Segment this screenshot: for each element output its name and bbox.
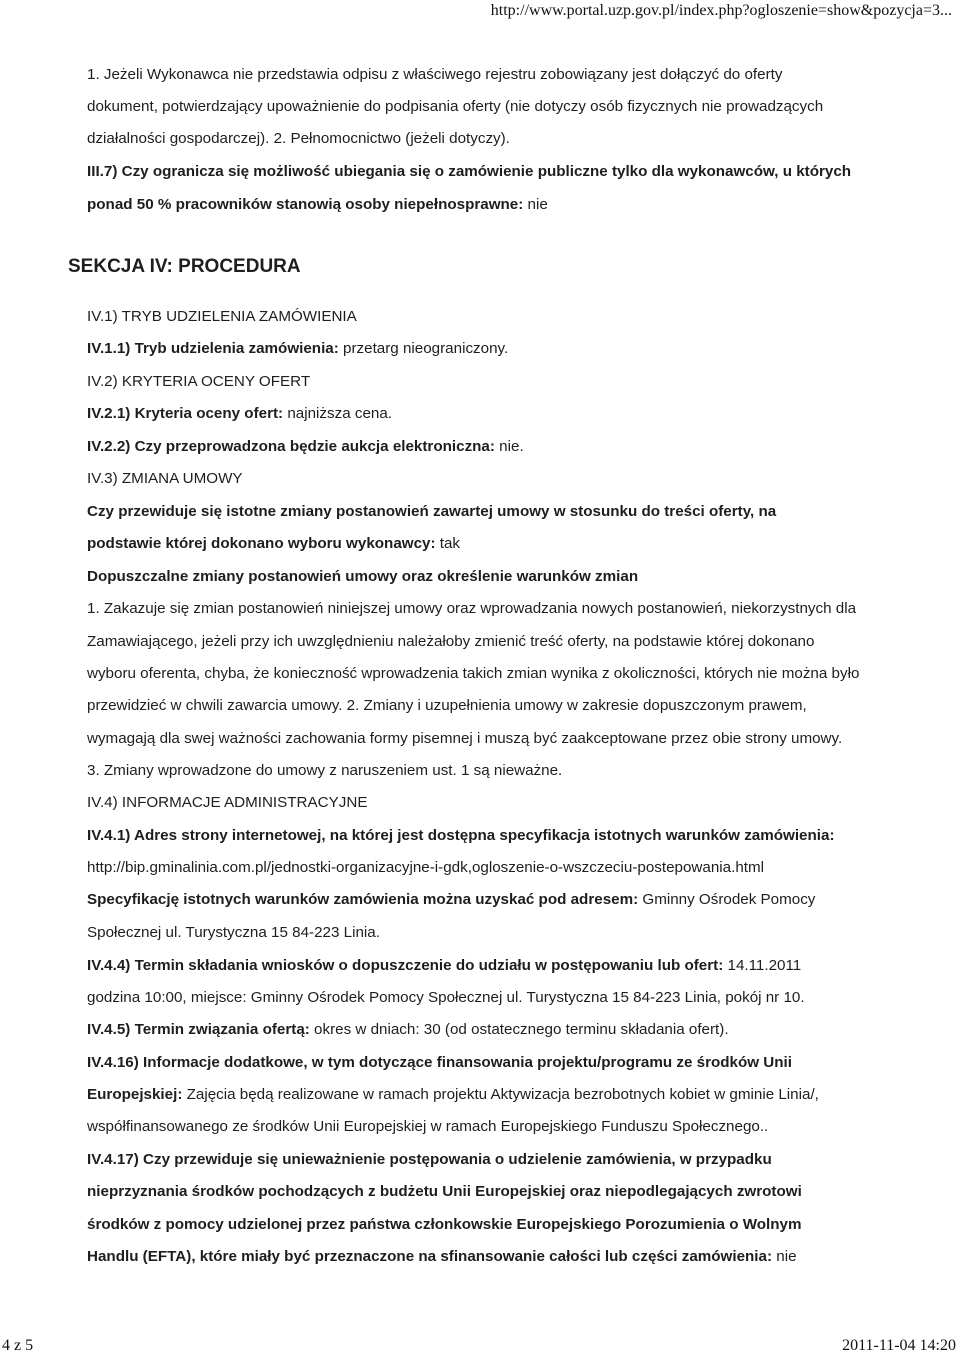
- iv4-16-line-3: współfinansowanego ze środków Unii Europejskiej w ramach Europejskiego Funduszu Społecznego..: [87, 1118, 769, 1135]
- iv4-5-line: [87, 1021, 729, 1039]
- page-number: 4 z 5: [2, 1337, 34, 1354]
- iv3-para-line-2: Zamawiającego, jeżeli przy ich uwzględnieniu należałoby zmienić treść oferty, na podstawie której dokonano: [87, 633, 815, 650]
- iv3-question-line-2: [87, 535, 460, 553]
- iv2-1-line: [87, 405, 392, 423]
- iv2-1-label: IV.2.1) Kryteria oceny ofert:: [87, 405, 284, 422]
- iv4-4-line-1: [87, 957, 801, 975]
- iv1-1-line: [87, 340, 508, 358]
- print-datetime: 2011-11-04 14:20: [842, 1337, 956, 1354]
- iv3-question-label: podstawie której dokonano wyboru wykonawcy:: [87, 535, 436, 552]
- iv4-17-line-2: nieprzyznania środków pochodzących z budżetu Unii Europejskiej oraz niepodlegających zwrotowi: [87, 1183, 802, 1200]
- iv3-para-line-5: wymagają dla swej ważności zachowania formy pisemnej i muszą być zaakceptowane przez obie strony umowy.: [87, 730, 843, 747]
- iv4-16-line-1: IV.4.16) Informacje dodatkowe, w tym dotyczące finansowania projektu/programu ze środków Unii: [87, 1054, 792, 1071]
- iv4-17-line-4: [87, 1248, 797, 1266]
- iv3-para-line-3: wyboru oferenta, chyba, że konieczność wprowadzenia takich zmian wynika z okoliczności, których nie można było: [87, 665, 860, 682]
- iv3-question-line-1: Czy przewiduje się istotne zmiany postanowień zawartej umowy w stosunku do treści oferty, na: [87, 503, 777, 520]
- iv1-heading: IV.1) TRYB UDZIELENIA ZAMÓWIENIA: [87, 308, 357, 325]
- iv4-4-value: 14.11.2011: [723, 957, 802, 974]
- intro-line-2: dokument, potwierdzający upoważnienie do podpisania oferty (nie dotyczy osób fizycznych nie prowadzących: [87, 98, 824, 115]
- iii7-label: ponad 50 % pracowników stanowią osoby niepełnosprawne:: [87, 196, 524, 213]
- iv4-17-line-1: IV.4.17) Czy przewiduje się unieważnienie postępowania o udzielenie zamówienia, w przypadku: [87, 1151, 772, 1168]
- iv3-subheading: Dopuszczalne zmiany postanowień umowy oraz określenie warunków zmian: [87, 568, 639, 585]
- iv2-2-label: IV.2.2) Czy przeprowadzona będzie aukcja elektroniczna:: [87, 438, 495, 455]
- spec-label: Specyfikację istotnych warunków zamówienia można uzyskać pod adresem:: [87, 891, 639, 908]
- iv4-16-value: Zajęcia będą realizowane w ramach projektu Aktywizacja bezrobotnych kobiet w gminie Linia/,: [182, 1086, 819, 1103]
- iv4-4-label: IV.4.4) Termin składania wniosków o dopuszczenie do udziału w postępowaniu lub ofert:: [87, 957, 724, 974]
- iv4-1-label: IV.4.1) Adres strony internetowej, na której jest dostępna specyfikacja istotnych warunków zamówienia:: [87, 827, 835, 844]
- iv4-1-url: http://bip.gminalinia.com.pl/jednostki-organizacyjne-i-gdk,ogloszenie-o-wszczeciu-postepowania.html: [87, 859, 765, 876]
- iii7-value: nie: [523, 196, 548, 213]
- iv3-question-value: tak: [435, 535, 461, 552]
- iv4-16-line-2: [87, 1086, 819, 1104]
- iv1-1-value: przetarg nieograniczony.: [338, 340, 509, 357]
- iv3-para-line-6: 3. Zmiany wprowadzone do umowy z naruszeniem ust. 1 są nieważne.: [87, 762, 563, 779]
- spec-value: Gminny Ośrodek Pomocy: [638, 891, 816, 908]
- iv3-para-line-1: 1. Zakazuje się zmian postanowień niniejszej umowy oraz wprowadzania nowych postanowień, niekorzystnych dla: [87, 600, 857, 617]
- spec-line-1: [87, 891, 815, 909]
- spec-line-2: Społecznej ul. Turystyczna 15 84-223 Linia.: [87, 924, 380, 941]
- iv4-17-label: Handlu (EFTA), które miały być przeznaczone na sfinansowanie całości lub części zamówienia:: [87, 1248, 773, 1265]
- iv3-para-line-4: przewidzieć w chwili zawarcia umowy. 2. Zmiany i uzupełnienia umowy w zakresie dopuszczonym prawem,: [87, 697, 807, 714]
- iv2-2-line: [87, 438, 524, 456]
- iv4-17-line-3: środków z pomocy udzielonej przez państwa członkowskie Europejskiego Porozumienia o Wolnym: [87, 1216, 802, 1233]
- iii7-line-2: [87, 196, 548, 214]
- iv4-heading: IV.4) INFORMACJE ADMINISTRACYJNE: [87, 794, 368, 811]
- iv2-heading: IV.2) KRYTERIA OCENY OFERT: [87, 373, 311, 390]
- iv3-heading: IV.3) ZMIANA UMOWY: [87, 470, 243, 487]
- iv4-5-label: IV.4.5) Termin związania ofertą:: [87, 1021, 310, 1038]
- iv4-16-label: Europejskiej:: [87, 1086, 183, 1103]
- section-title: SEKCJA IV: PROCEDURA: [68, 256, 301, 277]
- iv2-2-value: nie.: [494, 438, 524, 455]
- page-url-header: http://www.portal.uzp.gov.pl/index.php?ogloszenie=show&pozycja=3...: [490, 2, 952, 19]
- intro-line-3: działalności gospodarczej). 2. Pełnomocnictwo (jeżeli dotyczy).: [87, 130, 510, 147]
- iv4-4-line-2: godzina 10:00, miejsce: Gminny Ośrodek Pomocy Społecznej ul. Turystyczna 15 84-223 Linia, pokój nr 10.: [87, 989, 805, 1006]
- iii7-line-1: III.7) Czy ogranicza się możliwość ubiegania się o zamówienie publiczne tylko dla wykonawców, u których: [87, 163, 852, 180]
- iv1-1-label: IV.1.1) Tryb udzielenia zamówienia:: [87, 340, 339, 357]
- iv4-17-value: nie: [772, 1248, 797, 1265]
- iv4-5-value: okres w dniach: 30 (od ostatecznego terminu składania ofert).: [309, 1021, 729, 1038]
- intro-line-1: 1. Jeżeli Wykonawca nie przedstawia odpisu z właściwego rejestru zobowiązany jest dołączyć do oferty: [87, 66, 783, 83]
- iv2-1-value: najniższa cena.: [283, 405, 393, 422]
